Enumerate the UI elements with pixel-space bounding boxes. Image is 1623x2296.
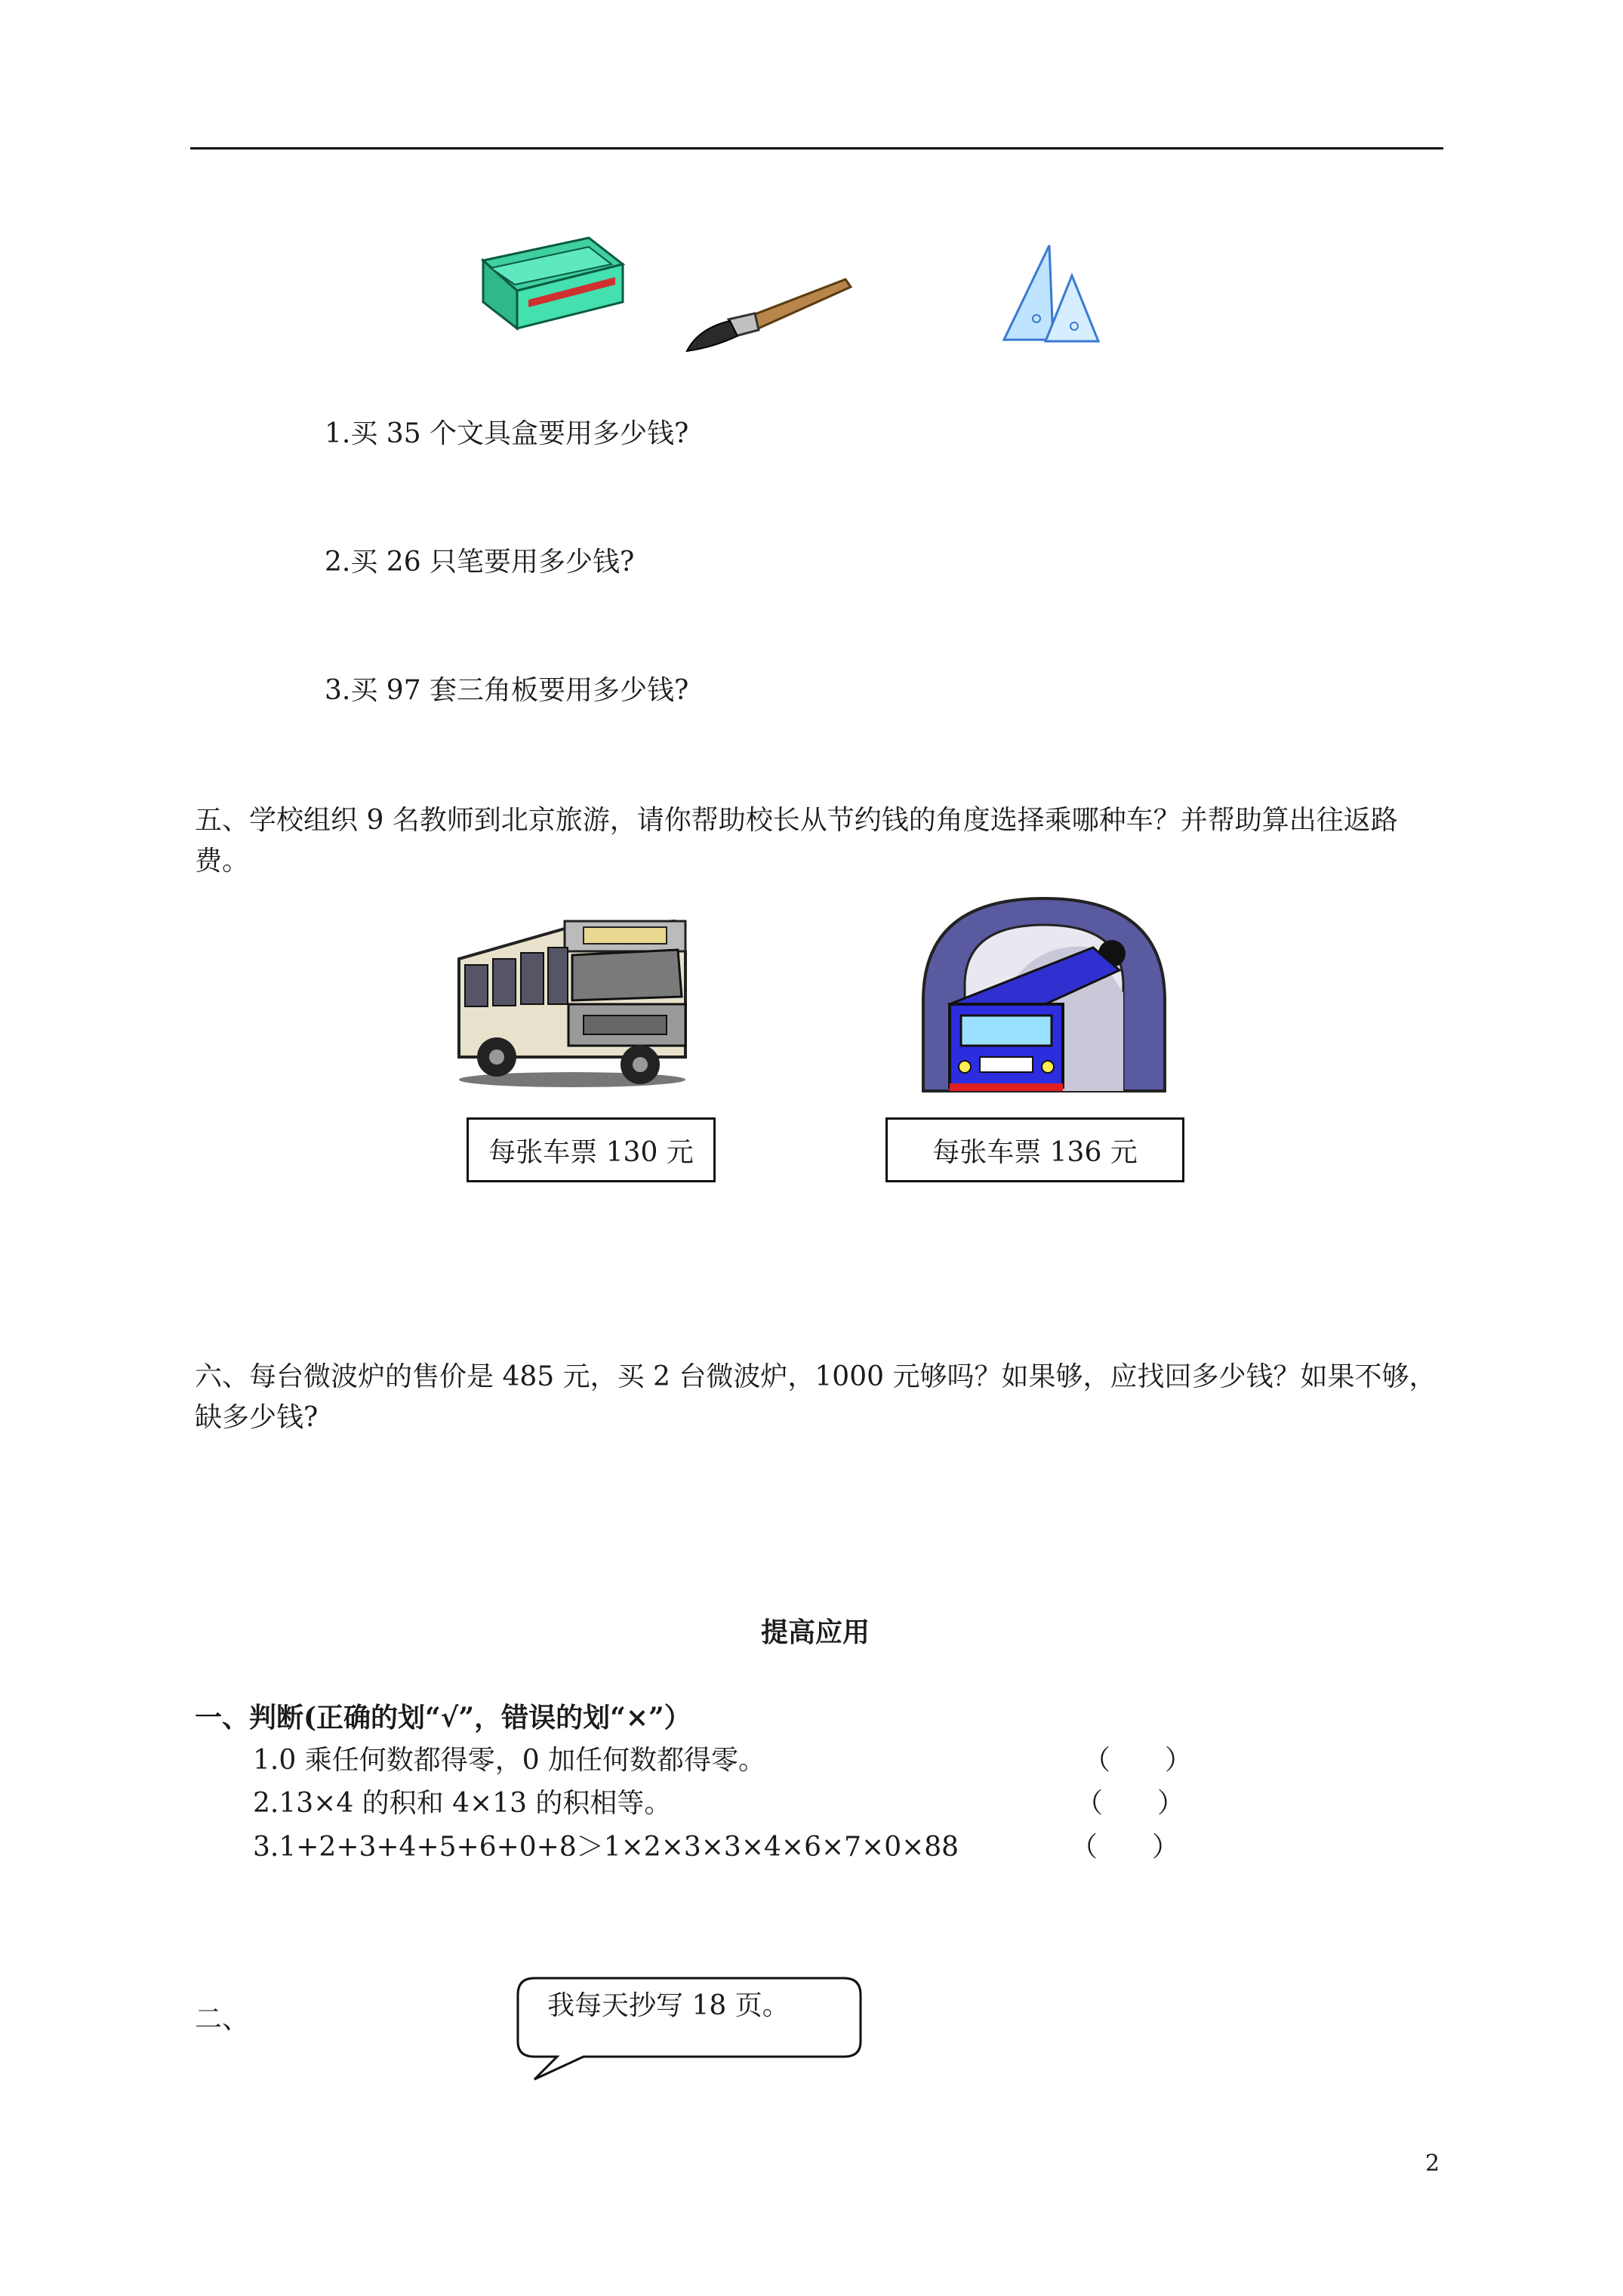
- pencil-box-image: [476, 230, 627, 351]
- speech-bubble-text: 我每天抄写 18 页。: [547, 1990, 790, 2021]
- header-rule: [190, 147, 1443, 149]
- judge-item-2-paren: （ ）: [1076, 1788, 1185, 1819]
- train-ticket-price: 每张车票 136 元: [932, 1136, 1138, 1168]
- judge-item-2: 2.13×4 的积和 4×13 的积相等。: [253, 1788, 672, 1819]
- bus-ticket-price: 每张车票 130 元: [488, 1136, 694, 1168]
- judge-heading: 一、判断(正确的划“√”，错误的划“×”）: [195, 1702, 691, 1734]
- judge-item-3: 3.1+2+3+4+5+6+0+8＞1×2×3×3×4×6×7×0×88: [253, 1832, 959, 1863]
- question-3: 3.买 97 套三角板要用多少钱?: [325, 675, 689, 706]
- triangle-ruler-image: [1000, 242, 1102, 347]
- question-1: 1.买 35 个文具盒要用多少钱?: [325, 418, 689, 449]
- brush-image: [683, 276, 853, 355]
- judge-item-3-paren: （ ）: [1070, 1832, 1180, 1863]
- page-number: 2: [1425, 2150, 1440, 2177]
- judge-item-1-paren: （ ）: [1083, 1745, 1193, 1776]
- bus-ticket-box: [467, 1117, 716, 1182]
- question-2: 2.买 26 只笔要用多少钱?: [325, 547, 635, 578]
- judge-item-1: 1.0 乘任何数都得零，0 加任何数都得零。: [253, 1745, 766, 1776]
- section-five-text: 五、学校组织 9 名教师到北京旅游，请你帮助校长从节约钱的角度选择乘哪种车？并帮助算出往返路费。: [195, 805, 1398, 877]
- section-six-text: 六、每台微波炉的售价是 485 元，买 2 台微波炉，1000 元够吗？如果够，应找回多少钱？如果不够，缺多少钱?: [195, 1361, 1437, 1433]
- improve-title: 提高应用: [761, 1616, 870, 1648]
- train-tunnel-image: [919, 895, 1169, 1095]
- train-ticket-box: [885, 1117, 1184, 1182]
- bus-image: [451, 906, 693, 1091]
- section-two-label: 二、: [195, 2004, 250, 2035]
